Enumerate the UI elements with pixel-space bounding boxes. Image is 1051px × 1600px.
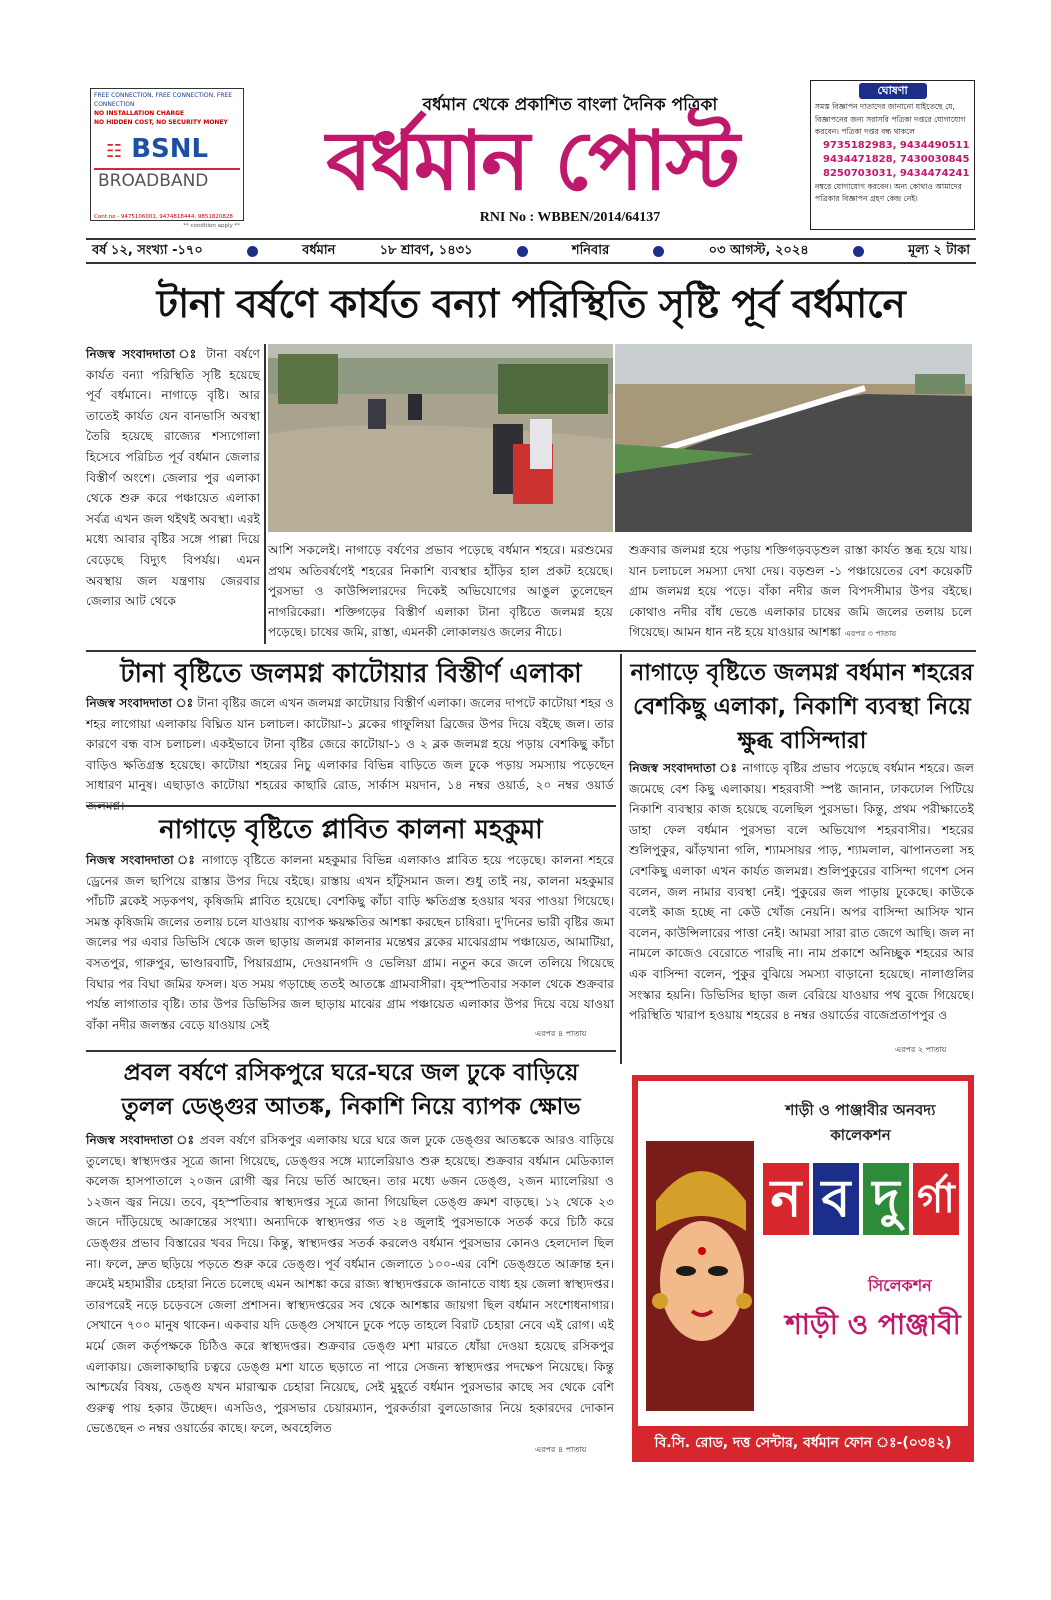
lead-headline: টানা বর্ষণে কার্যত বন্যা পরিস্থিতি সৃষ্টি পূর্ব বর্ধমানে: [156, 282, 906, 327]
rasikpur-text: প্রবল বর্ষণে রসিকপুর এলাকায় ঘরে ঘরে জল ঢুকে ডেঙ্গুর আতঙ্ককে আরও বাড়িয়ে তুলেছে। স্বাস্থ্যদপ্তর সূত্রে জানা গিয়েছে, ডেঙ্গুর সঙ্গে ম্যালেরিয়াও শুরু হয়েছে। শুক্রবার বর্ধমান মেডিক্যাল কলেজ হাসপাতালে ২০জন রোগী জ্বর নিয়ে ভর্তি আছেন। তার মধ্যে ৬জন ডেঙ্গু, ২জন ম্যালেরিয়া ও ১২জন জ্বর নিয়ে। তবে, বৃহস্পতিবার স্বাস্থ্যদপ্তর সূত্রে জানা গিয়েছিল ডেঙ্গু ক্রমশ বাড়ছে। ১২ থেকে ২৩ জনে দাঁড়িয়েছে আক্রান্তের সংখ্যা। অন্যদিকে স্বাস্থ্যদপ্তর গত ২৪ জুলাই পুরসভাকে সতর্ক করে চিঠি করে ডেঙ্গুর প্রভাব বিস্তারের খবর দিয়ে। কিন্তু, স্বাস্থ্যদপ্তর সতর্ক করলেও বর্ধমান পুরসভার কোনও হেলদোল ছিল না। ফলে, দ্রুত ছড়িয়ে পড়তে শুরু করে ডেঙ্গু। পূর্ব বর্ধমান জেলাতে ১০০-এর বেশি ডেঙ্গুতে আক্রান্ত হন। ক্রমেই মহামারীর চেহারা নিতে চলেছে এমন আশঙ্কা করে রাজ্য স্বাস্থ্যদপ্তরকে জানাতে বাধ্য হয় জেলা স্বাস্থ্যদপ্তর। তারপরেই নড়ে চড়েবসে জেলা প্রশাসন। স্বাস্থ্যদপ্তরের সব থেকে আশঙ্কার জায়গা ছিল বর্ধমান সংশোধনাগার। সেখানে ৭০০ মানুষ থাকেন। একবার যদি ডেঙ্গু সেখানে ঢুকে পড়ে তাহলে বিরাট চেহারা নেবে এই রোগ। এই মর্মে জেল কর্তৃপক্ষকে চিঠিও করে স্বাস্থ্যদপ্তর। শুক্রবার ডেঙ্গু মশা মারতে ধোঁয়া দেওয়া হয়েছে রসিকপুর এলাকায়। জেলাকাছারি চত্বরে ডেঙ্গু মশা যাতে ছড়াতে না পারে সেজন্য স্বাস্থ্যদপ্তর পদক্ষেপ নিয়েছে। কিন্তু আশ্চর্যের বিষয়, ডেঙ্গু যখন মারাত্মক চেহারা নিয়েছে, সেই মুহূর্তে বর্ধমান পুরসভার কাছে সব থেকে বেশি গুরুত্ব পায় হকার উচ্ছেদ। এসডিও, পুরসভার চেয়ারম্যান, পুরকর্তারা বুলডোজার নিয়ে হকারদের দোকান ভেঙেছেন ৩ নম্বর ওয়ার্ডের কাছে। ফলে, অবহেলিত: [86, 1133, 614, 1436]
dateline-bar: [86, 238, 976, 264]
nabadurga-ad: [632, 1075, 974, 1477]
lead-text-1: টানা বর্ষণে কার্যত বন্যা পরিস্থিতি সৃষ্টি হয়েছে পূর্ব বর্ধমানে। নাগাড়ে বৃষ্টি। আর তাতেই কার্যত যেন বানভাসি অবস্থা তৈরি হয়েছে রাজ্যের শস্যগোলা হিসেবে পরিচিত পূর্ব বর্ধমান জেলার বিস্তীর্ণ অংশে। জেলার পুর এলাকা থেকে শুরু করে পঞ্চায়েত এলাকা সর্বত্র এখন জল থইথই অবস্থা। এরই মধ্যে আবার বৃষ্টির সঙ্গে পাল্লা দিয়ে বেড়েছে বিদ্যুৎ বিপর্যয়। এমন অবস্থায় জল যন্ত্রণায় জেরবার জেলার আট থেকে: [86, 347, 260, 609]
section-rule: [86, 650, 976, 652]
kalna-text: নাগাড়ে বৃষ্টিতে কালনা মহকুমার বিভিন্ন এলাকাও প্লাবিত হয়ে পড়েছে। কালনা শহরে ড্রেনের জল ছাপিয়ে রাস্তার উপর দিয়ে বইছে। রাস্তায় এখন হাঁটুসমান জল। শুধু তাই নয়, কালনা মহকুমার পাঁচটি ব্লকেই সড়কপথ, কৃষিজমি প্লাবিত হয়েছে। বেশকিছু কাঁচা বাড়ি ক্ষতিগ্রস্ত হওয়ার খবর পাওয়া গিয়েছে। সমস্ত কৃষিজমি জলের তলায় চলে যাওয়ায় ব্যাপক ক্ষয়ক্ষতির আশঙ্কা করছেন চাষিরা। দু'দিনের ভারী বৃষ্টির জমা জলের পর এবার ডিভিসি থেকে জল ছাড়ায় জলমগ্ন কালনার মন্তেশ্বর ব্লকের মাঝেরগ্রাম পঞ্চায়েত, আমাটিয়া, বসতপুর, গারুপুর, ভাণ্ডারবাটি, পিয়ারগ্রাম, দেওয়ানগদি ও ভেলিয়া গ্রাম। নতুন করে জলে তলিয়ে গিয়েছে বিঘার পর বিঘা জমির ফসল। যত সময় গড়াচ্ছে ততই আতঙ্কে গ্রামবাসীরা। বৃহস্পতিবার সকাল থেকে শুক্রবার পর্যন্ত লাগাতার বৃষ্টি। তার উপর ডিভিসির জল ছাড়ায় মাঝের গ্রাম পঞ্চায়েত এলাকার উপর দিয়ে বয়ে যাওয়া বাঁকা নদীর জলস্তর বেড়ে যাওয়ায় সেই: [86, 853, 615, 1032]
bullet-icon: [853, 246, 864, 257]
ad-letter-tile: দু: [863, 1163, 909, 1235]
ad-tagline: শাড়ী ও পাঞ্জাবীর অনবদ্য কালেকশন: [785, 1101, 936, 1144]
price: মূল্য ২ টাকা: [908, 242, 970, 258]
flood-photo-bridge: [615, 344, 972, 532]
bsnl-product: BROADBAND: [94, 168, 240, 192]
bullet-icon: [517, 246, 528, 257]
lead-column-1: [86, 344, 260, 644]
bsnl-brand: BSNL: [131, 134, 209, 164]
column-rule: [264, 344, 266, 644]
bsnl-logo: ☷ BSNL: [106, 134, 209, 164]
newspaper-title: বর্ধমান পোস্ট: [326, 113, 738, 209]
column-rule: [620, 654, 622, 1064]
rasikpur-headline-line-2: তুলল ডেঙ্গুর আতঙ্ক, নিকাশি নিয়ে ব্যাপক ক্ষোভ: [121, 1094, 581, 1120]
katwa-text: টানা বৃষ্টির জলে এখন জলমগ্ন কাটোয়ার বিস্তীর্ণ এলাকা। জলের দাপটে কাটোয়া শহর ও শহর লাগোয়া এলাকায় বিঘ্নিত যান চলাচল। কাটোয়া-১ ব্লকের গাফুলিয়া ব্রিজের উপর দিয়ে বইছে জল। তার কারণে বন্ধ বাস চলাচল। একইভাবে টানা বৃষ্টির জেরে কাটোয়া-১ ও ২ ব্লক জলমগ্ন হয়ে পড়ায় বেশকিছু কাঁচা বাড়িও ক্ষতিগ্রস্ত হয়েছে। কাটোয়া শহরের নিচু এলাকার বিভিন্ন বাড়িতে জল ঢুকে পড়ায় সমস্যায় পড়েছেন সাধারণ মানুষ। এছাড়াও কাটোয়া শহরের কাছারি রোড, সার্কাস ময়দান, ১৪ নম্বর ওয়ার্ড, ২০ নম্বর ওয়ার্ড: [86, 696, 614, 793]
bsnl-line-1: NO INSTALLATION CHARGE: [94, 110, 185, 117]
section-rule: [86, 1050, 616, 1052]
ad-letter-tile: ন: [763, 1163, 809, 1235]
katwa-headline: টানা বৃষ্টিতে জলমগ্ন কাটোয়ার বিস্তীর্ণ এলাকা: [120, 659, 582, 689]
bsnl-contact: Cont.no - 9475106001, 9474818444, 9851820828: [94, 214, 233, 220]
rasikpur-byline: নিজস্ব সংবাদদাতা ঃ: [86, 1133, 196, 1147]
kalna-continuation: এরপর ৪ পাতায়: [535, 1029, 587, 1038]
section-rule: [86, 805, 616, 807]
ad-letter-tile: র্গা: [913, 1163, 959, 1235]
english-date: ০৩ আগস্ট, ২০২৪: [708, 242, 809, 258]
lead-continuation: এরপর ৩ পাতায়: [844, 629, 897, 639]
burdwan-town-continuation: এরপর ২ পাতায়: [895, 1045, 947, 1054]
lead-column-3: [629, 540, 972, 644]
masthead-tagline: বর্ধমান থেকে প্রকাশিত বাংলা দৈনিক পত্রিকা: [422, 95, 718, 115]
kalna-byline: নিজস্ব সংবাদদাতা ঃ: [86, 853, 197, 867]
bullet-icon: [653, 246, 664, 257]
flood-photo-bridge-image: [615, 344, 972, 532]
bullet-icon: [247, 246, 258, 257]
bsnl-line-2: NO HIDDEN COST, NO SECURITY MONEY: [94, 119, 228, 126]
burdwan-town-headline: নাগাড়ে বৃষ্টিতে জলমগ্ন বর্ধমান শহরের বেশকিছু এলাকা, নিকাশি ব্যবস্থা নিয়ে ক্ষুব্ধ বাসিন্দারা: [630, 660, 974, 754]
kalna-story: [86, 850, 614, 1042]
weekday: শনিবার: [571, 242, 610, 258]
ad-products: শাড়ী ও পাঞ্জাবী: [785, 1308, 961, 1341]
notice-footer: নম্বরে যোগাযোগ করবেন। অন্য কোথাও আমাদের পত্রিকার বিজ্ঞাপন গ্রহণ কেন্দ্র নেই।: [815, 181, 962, 203]
lead-column-2: [268, 540, 613, 644]
rasikpur-headline-line-1: প্রবল বর্ষণে রসিকপুরে ঘরে-ঘরে জল ঢুকে বাড়িয়ে: [123, 1060, 579, 1086]
publication-place: বর্ধমান: [302, 242, 336, 258]
flood-photo-scooter: [268, 344, 613, 532]
notice-heading: ঘোষণা: [859, 83, 927, 99]
katwa-byline: নিজস্ব সংবাদদাতা ঃ: [86, 696, 194, 710]
notice-body: সমস্ত বিজ্ঞাপন দাতাদের জানানো যাইতেছে যে, বিজ্ঞাপনের জন্য সরাসরি পত্রিকা দপ্তরে যোগাযোগ করবেন। পত্রিকা দপ্তর বন্ধ থাকলে: [815, 102, 966, 136]
notice-phone: 9735182983, 9434490511: [823, 139, 970, 151]
bsnl-free-line: FREE CONNECTION, FREE CONNECTION, FREE CONNECTION: [94, 92, 233, 108]
flood-photo-scooter-image: [268, 344, 613, 532]
nabadurga-ad-panel: [638, 1081, 968, 1426]
ad-address: বি.সি. রোড, দত্ত সেন্টার, বর্ধমান ফোন ঃ-(০৩৪২) ২৫৫০২২৮: [654, 1435, 952, 1477]
notice-phone: 8250703031, 9434474241: [823, 167, 970, 179]
burdwan-town-text: নাগাড়ে বৃষ্টির প্রভাব পড়েছে বর্ধমান শহরে। জল জমেছে বেশ কিছু এলাকায়। শহরবাসী স্পষ্ট জানান, ঢাকঢোল পিটিয়ে নিকাশি ব্যবস্থার কাজ হয়েছে বলেছিল পুরসভা। কিন্তু, প্রথম পরীক্ষাতেই ডাহা ফেল বর্ধমান পুরসভা বলে অভিযোগ শহরবাসীর। শহরের শুলিপুকুর, ঝাঁড়খানা গলি, শ্যামসায়র পাড়, শ্যামলাল, ঝাপানতলা সহ বেশকিছু এলাকা এখন কার্যত জলমগ্ন। শুলিপুকুরের বাসিন্দা গণেশ সেন বলেন, জল নামার ব্যবস্থা নেই। পুকুরের জল পাড়ায় ঢুকেছে। কাউকে বলেই কাজ হচ্ছে না কেউ খোঁজ নেয়নি। অপর বাসিন্দা আসিফ খান বলেন, কাউন্সিলারের পাত্তা নেই। আমরা সারা রাত জেগে আছি। জল না নামলে কাজেও বেরোতে পারছি না। নাম প্রকাশে অনিচ্ছুক শহরের আর এক বাসিন্দা বলেন, পুকুর বুঝিয়ে সমস্যা বাড়ানো হয়েছে। নালাগুলির সংস্কার হয়নি। ডিভিসির ছাড়া জল বেরিয়ে যাওয়ার পথ বুজে গিয়েছে। পরিস্থিতি খারাপ হওয়ায় শহরের ৪ নম্বর ওয়ার্ডের বাজেপ্রতাপপুর ও: [629, 761, 974, 1023]
ad-letter-tile: ব: [813, 1163, 859, 1235]
notice-phone: 9434471828, 7430030845: [823, 153, 970, 165]
goddess-durga-image: [646, 1141, 754, 1411]
advertisement-notice: [810, 80, 975, 230]
bsnl-condition: ** condition apply **: [183, 223, 240, 229]
lead-text-3: শুক্রবার জলমগ্ন হয়ে পড়ায় শক্তিগড়বড়শুল রাস্তা কার্যত স্তব্ধ হয়ে যায়। যান চলাচলে সমস্যা দেখা দেয়। বড়শুল -১ পঞ্চায়েতের বেশ কয়েকটি গ্রাম জলমগ্ন হয়ে পড়ে। বাঁকা নদীর জল বিপদসীমার উপর বইছে। কোথাও নদীর বাঁধ ভেঙে এলাকার চাষের জমি জলের তলায় চলে গিয়েছে। আমন ধান নষ্ট হয়ে যাওয়ার আশঙ্কা: [629, 543, 972, 640]
lead-text-2: আশি সকলেই। নাগাড়ে বর্ষণের প্রভাব পড়েছে বর্ধমান শহরে। মরশুমের প্রথম অতিবর্ষণেই শহরের নিকাশি ব্যবস্থার হাঁড়ির হাল প্রকট হয়েছে। পুরসভা ও কাউন্সিলারদের দিকেই অভিযোগের আঙুল তুলেছেন নাগরিকেরা। শক্তিগড়ের বিস্তীর্ণ এলাকা টানা বৃষ্টিতে জলমগ্ন হয়ে পড়েছে। চাষের জমি, রাস্তা, এমনকী লোকালয়ও জলের নীচে।: [268, 543, 613, 640]
lead-byline: নিজস্ব সংবাদদাতা ঃ: [86, 347, 200, 361]
bengali-date: ১৮ শ্রাবণ, ১৪৩১: [379, 242, 473, 258]
bsnl-ad: [90, 88, 244, 229]
issue-number: বর্ষ ১২, সংখ্যা -১৭০: [92, 242, 203, 258]
rasikpur-story: [86, 1130, 614, 1458]
rni-number: RNI No : WBBEN/2014/64137: [479, 210, 661, 225]
burdwan-town-story: [629, 758, 974, 1046]
rasikpur-continuation: এরপর ৪ পাতায়: [535, 1445, 587, 1454]
ad-selection: সিলেকশন: [868, 1276, 932, 1295]
katwa-story: [86, 693, 614, 799]
kalna-headline: নাগাড়ে বৃষ্টিতে প্লাবিত কালনা মহকুমা: [159, 815, 543, 845]
burdwan-town-byline: নিজস্ব সংবাদদাতা ঃ: [629, 761, 738, 775]
